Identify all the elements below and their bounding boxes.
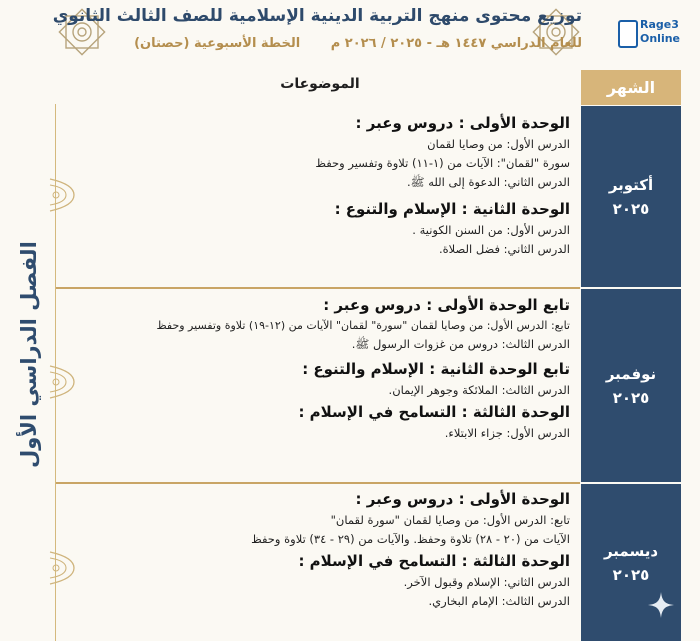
month-name: أكتوبر bbox=[608, 175, 654, 194]
rage3-logo-icon bbox=[618, 18, 686, 54]
month-column-header: الشهر bbox=[581, 70, 681, 105]
weekly-plan: الخطة الأسبوعية (حصتان) bbox=[134, 36, 301, 51]
lesson: الدرس الثالث: دروس من غزوات الرسول ﷺ. bbox=[351, 337, 570, 351]
page-subtitle bbox=[112, 36, 582, 51]
row-separator bbox=[56, 287, 580, 289]
lesson: الدرس الثالث: الملائكة وجوهر الإيمان. bbox=[388, 383, 570, 397]
unit-title: الوحدة الثانية : الإسلام والتنوع : bbox=[334, 200, 570, 218]
december-topics bbox=[60, 490, 570, 613]
unit-title: تابع الوحدة الثانية : الإسلام والتنوع : bbox=[302, 360, 570, 378]
academic-year: للعام الدراسي ١٤٤٧ هـ - ٢٠٢٥ / ٢٠٢٦ م bbox=[330, 36, 582, 51]
unit-title: تابع الوحدة الأولى : دروس وعبر : bbox=[323, 296, 570, 314]
month-name: نوفمبر bbox=[605, 364, 657, 383]
lesson: الدرس الثاني: الدعوة إلى الله ﷺ. bbox=[406, 175, 570, 189]
unit-title: الوحدة الثالثة : التسامح في الإسلام : bbox=[298, 552, 570, 570]
lesson: الدرس الثالث: الإمام البخاري. bbox=[428, 594, 570, 608]
lesson: الدرس الأول: من وصايا لقمان bbox=[427, 137, 570, 151]
month-year: ٢٠٢٥ bbox=[612, 199, 650, 218]
page-title: توزيع محتوى منهج التربية الدينية الإسلامية للصف الثالث الثانوي bbox=[52, 6, 582, 26]
month-cell-october bbox=[581, 106, 681, 287]
unit-title: الوحدة الأولى : دروس وعبر : bbox=[355, 490, 570, 508]
month-name: ديسمبر bbox=[603, 541, 659, 560]
november-topics bbox=[60, 296, 570, 445]
sparkle-diamond-icon bbox=[648, 592, 674, 618]
logo-line1: Rage3 bbox=[640, 18, 679, 31]
lesson: الآيات من (٢٠ - ٢٨) تلاوة وحفظ. والآيات من (٢٩ - ٣٤) تلاوة وحفظ bbox=[251, 532, 570, 546]
month-cell-november bbox=[581, 289, 681, 482]
lesson: الدرس الأول: من السنن الكونية . bbox=[412, 223, 570, 237]
lesson: الدرس الأول: جزاء الابتلاء. bbox=[444, 426, 570, 440]
topics-column-header: الموضوعات bbox=[280, 76, 360, 92]
october-topics bbox=[60, 114, 570, 261]
lesson: تابع: الدرس الأول: من وصايا لقمان "سورة" لقمان" الآيات من (١٢-١٩) تلاوة وتفسير وحفظ bbox=[156, 319, 570, 332]
unit-title: الوحدة الثالثة : التسامح في الإسلام : bbox=[298, 403, 570, 421]
lesson: سورة "لقمان": الآيات من (١-١١) تلاوة وتفسير وحفظ bbox=[315, 156, 570, 170]
semester-label: الفصل الدراسي الأول bbox=[17, 241, 41, 469]
lesson: تابع: الدرس الأول: من وصايا لقمان "سورة لقمان" bbox=[330, 513, 570, 527]
row-separator bbox=[56, 482, 580, 484]
lesson: الدرس الثاني: فضل الصلاة. bbox=[438, 242, 570, 256]
logo-line2: Online bbox=[640, 32, 681, 45]
month-year: ٢٠٢٥ bbox=[612, 388, 650, 407]
lesson: الدرس الثاني: الإسلام وقبول الآخر. bbox=[403, 575, 570, 589]
month-year: ٢٠٢٥ bbox=[612, 565, 650, 584]
unit-title: الوحدة الأولى : دروس وعبر : bbox=[355, 114, 570, 132]
